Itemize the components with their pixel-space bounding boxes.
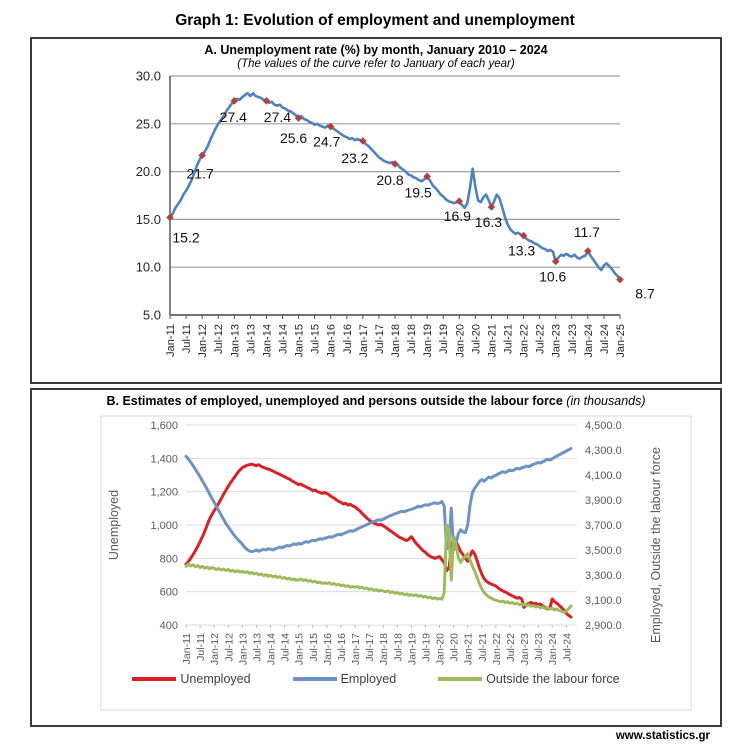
chart-a-plot [32,70,720,375]
x-axis-tick-label: Jan-11 [165,324,177,357]
x-axis-tick-label: Jul-14 [279,633,292,662]
x-axis-tick-label: Jan-17 [350,633,363,666]
x-axis-tick-label: Jul-11 [181,324,194,354]
x-axis-tick-label: Jul-18 [392,633,405,662]
x-axis-tick-label: Jul-20 [448,633,461,662]
data-label: 10.6 [539,268,567,285]
x-axis-tick-label: Jan-25 [615,324,627,358]
right-axis-title: Employed, Outside the labour force [649,447,663,643]
right-axis-tick-label: 3,100.0 [585,595,622,607]
x-axis-tick-label: Jul-21 [476,633,489,662]
x-axis-tick-label: Jul-22 [534,323,547,354]
x-axis-tick-label: Jan-14 [261,324,274,358]
x-axis-tick-label: Jan-19 [422,324,435,358]
data-label: 25.6 [279,130,308,147]
unemployed-line-swatch [132,677,176,681]
chart-b-title-main: B. Estimates of employed, unemployed and persons outside the labour force [106,394,563,408]
data-label: 13.3 [507,242,536,259]
x-axis-tick-label: Jul-12 [223,633,236,662]
right-axis-tick-label: 3,900.0 [585,495,622,507]
x-axis-tick-label: Jul-16 [341,324,354,354]
left-axis-tick-label: 1,600 [150,420,178,432]
data-label: 24.7 [313,133,341,150]
x-axis-tick-label: Jan-13 [237,633,250,666]
x-axis-tick-label: Jul-13 [245,324,258,354]
right-axis-tick-label: 4,500.0 [585,420,622,432]
data-label: 19.5 [404,184,432,201]
x-axis-tick-label: Jul-24 [598,324,611,354]
x-axis-tick-label: Jul-11 [195,633,208,661]
x-axis-tick-label: Jan-22 [518,323,531,358]
x-axis-tick-label: Jan-11 [181,633,193,665]
x-axis-tick-label: Jul-22 [504,633,517,662]
unemployed-line [186,464,571,617]
y-axis-tick-label: 20.0 [135,164,161,180]
x-axis-tick-label: Jul-23 [566,324,579,354]
x-axis-tick-label: Jul-17 [364,633,377,662]
data-label: 16.9 [443,208,471,225]
x-axis-tick-label: Jan-23 [519,633,532,666]
outside-the-labour-force-line [186,525,571,612]
x-axis-tick-label: Jan-15 [293,633,306,666]
data-label: 27.4 [263,108,292,125]
legend-label-employed: Employed [340,672,397,686]
x-axis-tick-label: Jul-19 [438,324,451,354]
chart-b-panel [30,388,722,727]
data-label: 23.2 [341,150,369,167]
x-axis-tick-label: Jul-15 [307,633,320,662]
x-axis-tick-label: Jan-14 [265,633,278,666]
data-label: 16.3 [474,213,503,230]
x-axis-tick-label: Jul-21 [502,324,515,354]
right-axis-tick-label: 3,500.0 [585,545,622,557]
legend-item-employed [293,672,397,686]
x-axis-tick-label: Jan-23 [550,324,563,358]
right-axis-tick-label: 2,900.0 [585,620,622,632]
x-axis-tick-label: Jan-21 [486,324,499,358]
legend-label-unemployed: Unemployed [180,672,251,686]
x-axis-tick-label: Jan-24 [547,633,560,666]
chart-a-title: A. Unemployment rate (%) by month, January 2010 – 2024 [204,43,548,57]
x-axis-tick-label: Jan-12 [197,324,210,358]
y-axis-tick-label: 15.0 [135,211,161,227]
data-label: 15.2 [172,229,200,246]
x-axis-tick-label: Jul-14 [277,324,290,354]
legend-item-unemployed [132,672,250,686]
x-axis-tick-label: Jan-20 [434,633,447,666]
chart-b-title-suffix: (in thousands) [562,394,646,408]
x-axis-tick-label: Jul-15 [309,324,322,354]
left-axis-tick-label: 600 [159,586,178,599]
x-axis-tick-label: Jan-13 [229,324,242,358]
right-axis-tick-label: 3,300.0 [585,570,622,582]
x-axis-tick-label: Jul-24 [561,633,574,662]
x-axis-tick-label: Jul-20 [470,324,483,354]
x-axis-tick-label: Jan-18 [390,324,402,358]
data-label: 11.7 [573,223,600,240]
x-axis-tick-label: Jul-18 [406,324,419,354]
chart-b-legend [32,672,720,686]
page-title: Graph 1: Evolution of employment and unemployment [175,12,575,29]
left-axis-tick-label: 1,000 [150,520,178,532]
x-axis-tick-label: Jan-17 [357,324,370,358]
y-axis-tick-label: 10.0 [135,259,161,275]
x-axis-tick-label: Jan-18 [378,633,391,666]
data-label: 8.7 [635,285,655,302]
x-axis-tick-label: Jan-24 [582,324,595,358]
x-axis-tick-label: Jul-17 [373,324,386,354]
x-axis-tick-label: Jul-16 [335,633,348,662]
x-axis-tick-label: Jan-20 [454,324,467,358]
left-axis-title: Unemployed [107,489,121,561]
legend-label-outside: Outside the labour force [486,672,620,686]
x-axis-tick-label: Jan-12 [209,633,222,666]
outside-labour-force-line-swatch [438,677,482,681]
data-label: 21.7 [186,165,214,182]
x-axis-tick-label: Jul-19 [420,633,433,662]
x-axis-tick-label: Jul-12 [213,324,226,354]
x-axis-tick-label: Jul-23 [533,633,546,662]
chart-a-panel [30,37,722,384]
chart-b-title [32,394,720,408]
x-axis-tick-label: Jul-13 [251,633,264,662]
x-axis-tick-label: Jan-15 [293,324,306,358]
y-axis-tick-label: 25.0 [135,116,161,132]
left-axis-tick-label: 800 [159,553,178,566]
left-axis-tick-label: 1,400 [150,453,178,466]
employed-line-swatch [293,677,337,681]
y-axis-tick-label: 5.0 [142,307,161,323]
left-axis-tick-label: 400 [159,620,178,632]
y-axis-tick-label: 30.0 [135,70,161,84]
x-axis-tick-label: Jan-21 [462,633,475,666]
right-axis-tick-label: 3,700.0 [585,520,622,532]
data-label: 20.8 [376,171,404,188]
left-axis-tick-label: 1,200 [150,486,178,499]
employed-line [186,449,571,552]
right-axis-tick-label: 4,300.0 [585,445,622,457]
legend-item-outside [438,672,619,686]
statistics-website-url: www.statistics.gr [615,730,710,742]
x-axis-tick-label: Jan-16 [325,324,338,358]
x-axis-tick-label: Jan-22 [490,633,503,666]
right-axis-tick-label: 4,100.0 [585,470,622,482]
data-label: 27.4 [219,108,247,125]
x-axis-tick-label: Jan-16 [321,633,334,666]
chart-a-subtitle: (The values of the curve refer to January of each year) [237,58,515,70]
x-axis-tick-label: Jan-19 [406,633,419,666]
